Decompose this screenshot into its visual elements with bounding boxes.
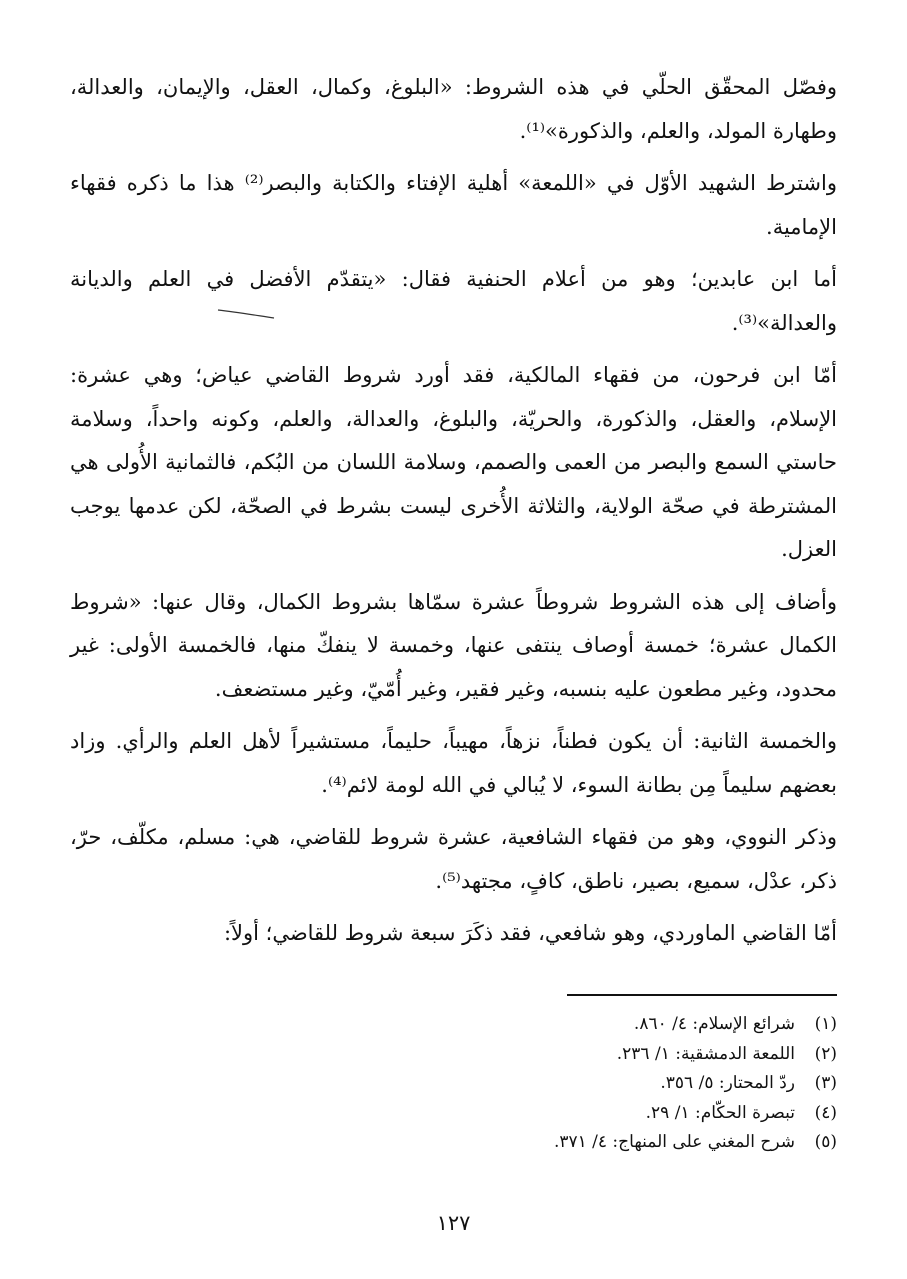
footnote-1: [70, 1010, 837, 1040]
footnote-number: (٥): [814, 1132, 837, 1152]
paragraph-mawardi: أمّا القاضي الماوردي، وهو شافعي، فقد ذكَرَ سبعة شروط للقاضي؛ أولاً:: [223, 921, 837, 945]
footnote-number: (١): [814, 1014, 837, 1034]
footnote-number: (٣): [814, 1073, 837, 1093]
footnote-text: شرح المغني على المنهاج: ٤/ ٣٧١.: [553, 1132, 795, 1152]
paragraph-second-five: والخمسة الثانية: أن يكون فطناً، نزهاً، مهيباً، حليماً، مستشيراً لأهل العلم والرأي. وزاد بعضهم سليماً مِن بطانة السوء، لا يُبالي في الله لومة لائم⁽⁴⁾.: [70, 729, 837, 797]
book-page: [70, 66, 837, 1279]
footnote-2: [70, 1040, 837, 1070]
footnote-text: تبصرة الحكّام: ١/ ٢٩.: [645, 1102, 795, 1123]
paragraph-muhaqqiq-hilli: وفصّل المحقّق الحلّي في هذه الشروط: «البلوغ، وكمال، العقل، والإيمان، والعدالة، وطهارة المولد، والعلم، والذكورة»⁽¹⁾.: [70, 75, 837, 143]
footnote-text: ردّ المحتار: ٥/ ٣٥٦.: [660, 1073, 795, 1093]
paragraph-nawawi: وذكر النووي، وهو من فقهاء الشافعية، عشرة شروط للقاضي، هي: مسلم، مكلّف، حرّ، ذكر، عدْل، سميع، بصير، ناطق، كافٍ، مجتهد⁽⁵⁾.: [70, 825, 837, 893]
paragraph-ibn-farhun: أمّا ابن فرحون، من فقهاء المالكية، فقد أورد شروط القاضي عياض؛ وهي عشرة: الإسلام، والعقل، والذكورة، والحريّة، والبلوغ، والعدالة، والعلم، وكونه واحداً، وسلامة حاستي السمع والبصر من العمى والصمم، وسلامة اللسان من البُكم، فالثمانية الأُولى هي المشترطة في صحّة الولاية، والثلاثة الأُخرى ليست بشرط في الصحّة، لكن عدمها يوجب العزل.: [70, 363, 837, 561]
footnote-number: (٤): [814, 1102, 837, 1123]
footnote-3: [70, 1069, 837, 1099]
footnote-text: اللمعة الدمشقية: ١/ ٢٣٦.: [616, 1043, 795, 1064]
footnotes: [70, 1010, 837, 1158]
footnote-4: [70, 1099, 837, 1129]
footnote-5: [70, 1128, 837, 1158]
paragraph-shahid-awwal: واشترط الشهيد الأوّل في «اللمعة» أهلية الإفتاء والكتابة والبصر⁽²⁾ هذا ما ذكره فقهاء الإمامية.: [70, 171, 837, 239]
paragraph-kamal-conditions: وأضاف إلى هذه الشروط شروطاً عشرة سمّاها بشروط الكمال، وقال عنها: «شروط الكمال عشرة؛ خمسة أوصاف ينتفى عنها، وخمسة لا ينفكّ منها، فالخمسة الأولى: غير محدود، وغير مطعون عليه بنسبه، وغير فقير، وغير أُمّيّ، وغير مستضعف.: [70, 589, 837, 701]
footnote-number: (٢): [814, 1043, 837, 1064]
pen-stroke-mark: [216, 306, 276, 320]
footnote-divider: [567, 994, 837, 996]
page-number: ١٢٧: [436, 1211, 471, 1235]
main-text: [70, 66, 837, 956]
footnote-text: شرائع الإسلام: ٤/ ٨٦٠.: [633, 1014, 795, 1034]
paragraph-ibn-abidin: أما ابن عابدين؛ وهو من أعلام الحنفية فقال: «يتقدّم الأفضل في العلم والديانة والعدالة»⁽³⁾.: [70, 267, 837, 335]
